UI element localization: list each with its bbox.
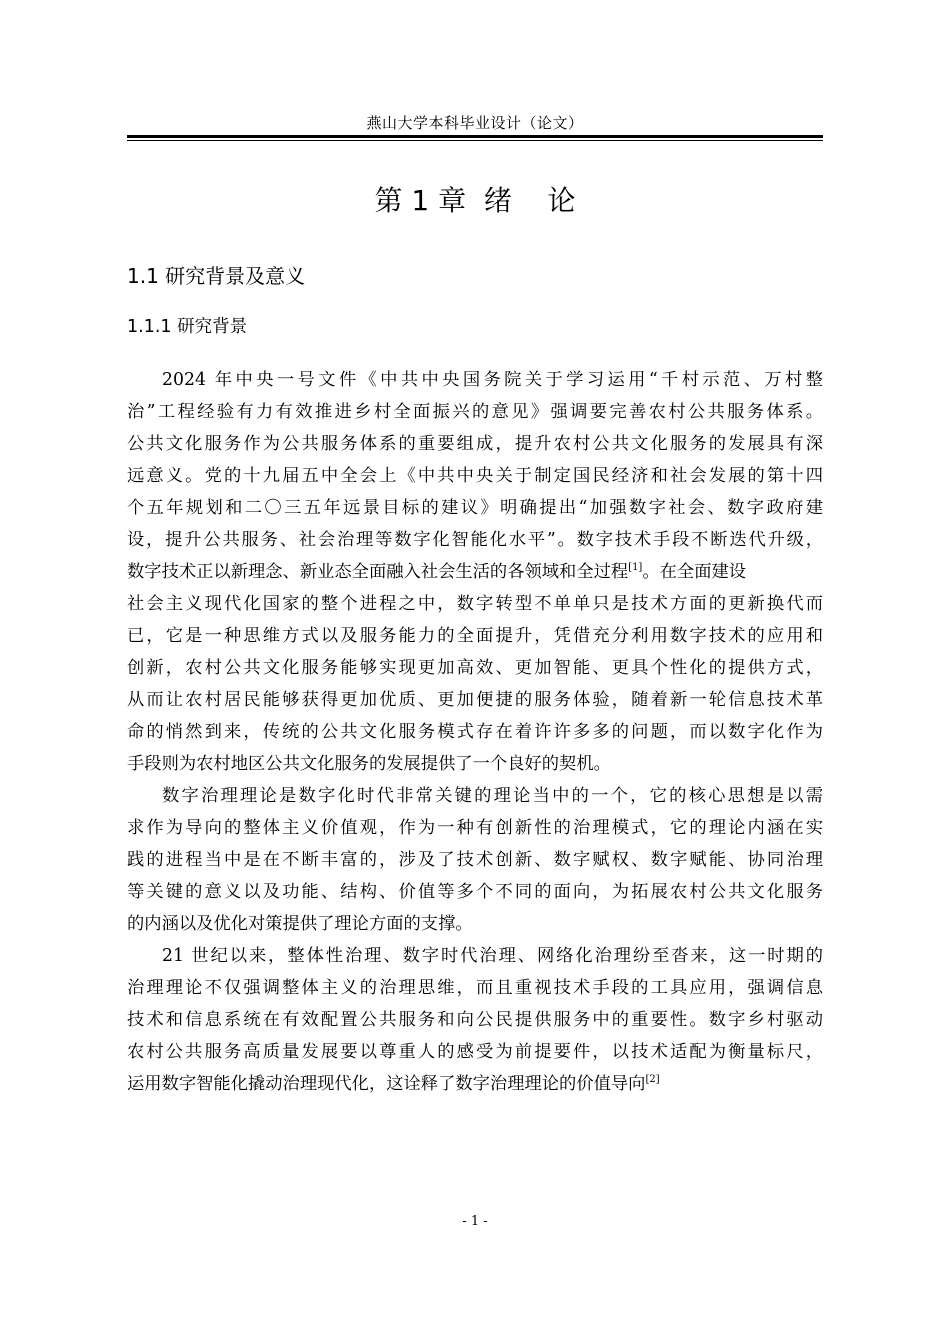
paragraph-1-line-3: 公共文化服务作为公共服务体系的重要组成，提升农村公共文化服务的发展具有深	[127, 434, 823, 454]
subsection-title: 1.1.1 研究背景	[127, 317, 248, 337]
paragraph-2-line-2: 求作为导向的整体主义价值观，作为一种有创新性的治理模式，它的理论内涵在实	[127, 818, 823, 838]
running-header: 燕山大学本科毕业设计（论文）	[366, 114, 584, 132]
paragraph-1-line-7-text: 数字技术正以新理念、新业态全面融入社会生活的各领域和全过程	[127, 562, 629, 582]
paragraph-1-line-4: 远意义。党的十九届五中全会上《中共中央关于制定国民经济和社会发展的第十四	[127, 466, 823, 486]
citation-1[interactable]: [1]	[628, 562, 643, 574]
paragraph-1-line-11: 从而让农村居民能够获得更加优质、更加便捷的服务体验，随着新一轮信息技术革	[127, 690, 823, 710]
body-text	[127, 364, 823, 1100]
paragraph-2-line-5: 的内涵以及优化对策提供了理论方面的支撑。	[127, 914, 473, 934]
paragraph-1-line-13: 手段则为农村地区公共文化服务的发展提供了一个良好的契机。	[127, 754, 611, 774]
header-rule-thick	[127, 135, 823, 138]
paragraph-3-line-2: 治理理论不仅强调整体主义的治理思维，而且重视技术手段的工具应用，强调信息	[127, 978, 823, 998]
paragraph-1-line-7	[127, 556, 823, 588]
paragraph-3-line-3: 技术和信息系统在有效配置公共服务和向公民提供服务中的重要性。数字乡村驱动	[127, 1010, 823, 1030]
paragraph-1-line-6: 设，提升公共服务、社会治理等数字化智能化水平”。数字技术手段不断迭代升级，	[127, 530, 823, 550]
page-number: - 1 -	[462, 1214, 488, 1229]
header-rule-thin	[127, 140, 823, 141]
paragraph-3-line-4: 农村公共服务高质量发展要以尊重人的感受为前提要件，以技术适配为衡量标尺，	[127, 1042, 823, 1062]
paragraph-1-line-7-tail: 。在全面建设	[642, 562, 747, 582]
paragraph-1-line-5: 个五年规划和二〇三五年远景目标的建议》明确提出“加强数字社会、数字政府建	[127, 498, 823, 518]
paragraph-3-line-5-text: 运用数字智能化撬动治理现代化，这诠释了数字治理理论的价值导向	[127, 1074, 646, 1094]
paragraph-1-line-8: 社会主义现代化国家的整个进程之中，数字转型不单单只是技术方面的更新换代而	[127, 594, 823, 614]
chapter-title: 第 1 章 绪 论	[374, 184, 576, 217]
paragraph-1-line-10: 创新，农村公共文化服务能够实现更加高效、更加智能、更具个性化的提供方式，	[127, 658, 823, 678]
paragraph-1-line-9: 已，它是一种思维方式以及服务能力的全面提升，凭借充分利用数字技术的应用和	[127, 626, 823, 646]
paragraph-2-line-1: 数字治理理论是数字化时代非常关键的理论当中的一个，它的核心思想是以需	[162, 786, 823, 806]
paragraph-1-line-1: 2024 年中央一号文件《中共中央国务院关于学习运用“千村示范、万村整	[162, 370, 823, 390]
paragraph-3-line-5	[127, 1068, 823, 1100]
citation-2[interactable]: [2]	[645, 1074, 660, 1086]
paragraph-1-line-2: 治”工程经验有力有效推进乡村全面振兴的意见》强调要完善农村公共服务体系。	[127, 402, 823, 422]
paragraph-2-line-3: 践的进程当中是在不断丰富的，涉及了技术创新、数字赋权、数字赋能、协同治理	[127, 850, 823, 870]
paragraph-3-line-1: 21 世纪以来，整体性治理、数字时代治理、网络化治理纷至沓来，这一时期的	[162, 946, 823, 966]
paragraph-1-line-12: 命的悄然到来，传统的公共文化服务模式存在着许许多多的问题，而以数字化作为	[127, 722, 823, 742]
paragraph-2-line-4: 等关键的意义以及功能、结构、价值等多个不同的面向，为拓展农村公共文化服务	[127, 882, 823, 902]
section-title: 1.1 研究背景及意义	[127, 264, 306, 288]
